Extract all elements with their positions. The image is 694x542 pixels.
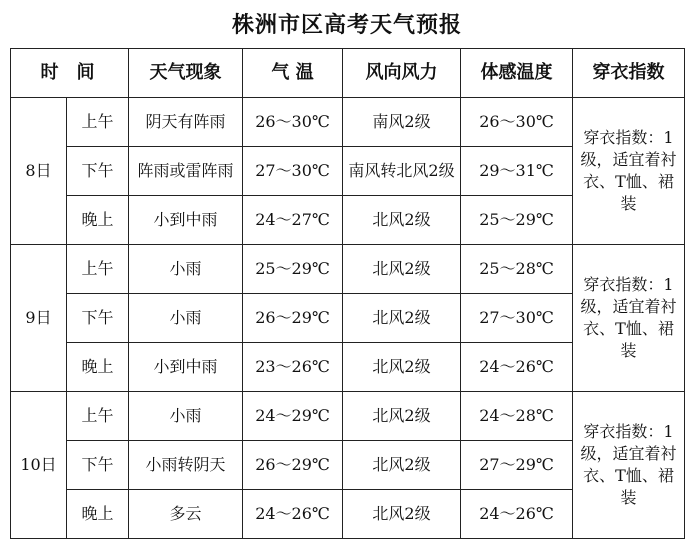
table-row	[11, 245, 685, 294]
wind-cell: 北风2级	[343, 294, 461, 343]
weather-cell: 阴天有阵雨	[129, 98, 243, 147]
header-wind: 风向风力	[343, 49, 461, 98]
weather-cell: 阵雨或雷阵雨	[129, 147, 243, 196]
table-row	[11, 392, 685, 441]
period-cell: 晚上	[67, 343, 129, 392]
weather-cell: 小雨	[129, 245, 243, 294]
dress-index-cell: 穿衣指数：1级，适宜着衬衣、T恤、裙装	[573, 245, 685, 392]
feel-cell: 25～28℃	[461, 245, 573, 294]
weather-cell: 小到中雨	[129, 343, 243, 392]
feel-cell: 27～30℃	[461, 294, 573, 343]
forecast-table	[10, 48, 685, 539]
weather-cell: 多云	[129, 490, 243, 539]
period-cell: 下午	[67, 441, 129, 490]
header-feel: 体感温度	[461, 49, 573, 98]
temp-cell: 24～27℃	[243, 196, 343, 245]
weather-cell: 小雨转阴天	[129, 441, 243, 490]
period-cell: 下午	[67, 147, 129, 196]
feel-cell: 24～28℃	[461, 392, 573, 441]
period-cell: 下午	[67, 294, 129, 343]
weather-cell: 小雨	[129, 294, 243, 343]
feel-cell: 26～30℃	[461, 98, 573, 147]
header-dress: 穿衣指数	[573, 49, 685, 98]
wind-cell: 北风2级	[343, 490, 461, 539]
temp-cell: 26～29℃	[243, 294, 343, 343]
feel-cell: 24～26℃	[461, 343, 573, 392]
header-weather: 天气现象	[129, 49, 243, 98]
wind-cell: 北风2级	[343, 245, 461, 294]
feel-cell: 24～26℃	[461, 490, 573, 539]
wind-cell: 北风2级	[343, 441, 461, 490]
wind-cell: 南风2级	[343, 98, 461, 147]
weather-cell: 小到中雨	[129, 196, 243, 245]
temp-cell: 24～29℃	[243, 392, 343, 441]
day-label: 9日	[11, 245, 67, 392]
period-cell: 上午	[67, 392, 129, 441]
wind-cell: 北风2级	[343, 343, 461, 392]
header-row	[11, 49, 685, 98]
period-cell: 上午	[67, 245, 129, 294]
weather-cell: 小雨	[129, 392, 243, 441]
page-title: 株洲市区高考天气预报	[231, 13, 462, 38]
table-row	[11, 98, 685, 147]
wind-cell: 北风2级	[343, 392, 461, 441]
dress-index-cell: 穿衣指数：1级，适宜着衬衣、T恤、裙装	[573, 98, 685, 245]
temp-cell: 24～26℃	[243, 490, 343, 539]
feel-cell: 25～29℃	[461, 196, 573, 245]
feel-cell: 27～29℃	[461, 441, 573, 490]
dress-index-cell: 穿衣指数：1级，适宜着衬衣、T恤、裙装	[573, 392, 685, 539]
day-label: 8日	[11, 98, 67, 245]
header-temp: 气 温	[243, 49, 343, 98]
period-cell: 上午	[67, 98, 129, 147]
wind-cell: 北风2级	[343, 196, 461, 245]
temp-cell: 27～30℃	[243, 147, 343, 196]
temp-cell: 26～29℃	[243, 441, 343, 490]
wind-cell: 南风转北风2级	[343, 147, 461, 196]
period-cell: 晚上	[67, 490, 129, 539]
temp-cell: 25～29℃	[243, 245, 343, 294]
temp-cell: 23～26℃	[243, 343, 343, 392]
day-label: 10日	[11, 392, 67, 539]
temp-cell: 26～30℃	[243, 98, 343, 147]
header-time: 时间	[11, 49, 129, 98]
period-cell: 晚上	[67, 196, 129, 245]
feel-cell: 29～31℃	[461, 147, 573, 196]
